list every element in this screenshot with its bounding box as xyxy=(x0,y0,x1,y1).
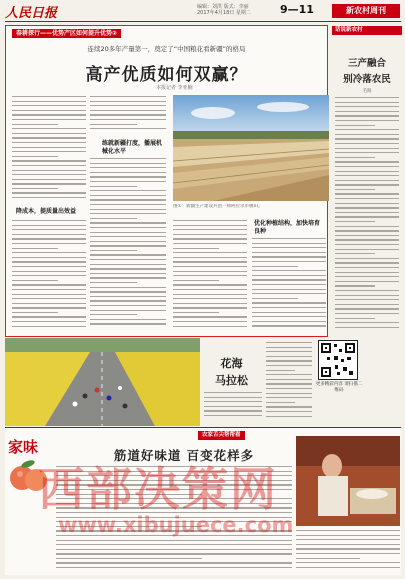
kitchen-photo-caption xyxy=(296,530,400,572)
text-line xyxy=(12,307,86,308)
text-line xyxy=(12,220,86,221)
text-line xyxy=(90,186,137,187)
text-line xyxy=(12,326,86,327)
text-line xyxy=(252,289,326,290)
header-meta-editors: 编辑：刘洪 版式：李丽 xyxy=(197,4,249,10)
text-line xyxy=(56,475,292,476)
photo-caption: 图①：新疆生产建设兵团一师阿拉尔市棉田。 xyxy=(173,204,263,209)
text-line xyxy=(252,321,326,322)
text-line xyxy=(335,327,399,328)
text-line xyxy=(12,124,58,125)
text-line xyxy=(266,347,312,348)
text-line xyxy=(90,305,166,306)
article-subhead-1: 练就新疆打度，播展机械化水平 xyxy=(102,140,163,155)
watermark-brand: 西部决策网 xyxy=(38,462,278,516)
text-line xyxy=(90,163,166,164)
text-line xyxy=(90,114,166,115)
text-line xyxy=(173,238,247,239)
text-line xyxy=(12,234,86,235)
text-line xyxy=(12,271,86,272)
text-line xyxy=(335,125,375,126)
text-line xyxy=(296,535,400,536)
text-line xyxy=(335,189,375,190)
text-line xyxy=(12,266,86,267)
text-line xyxy=(252,247,326,248)
text-line xyxy=(90,232,166,233)
text-line xyxy=(12,192,86,193)
text-line xyxy=(252,243,326,244)
opinion-title-line2: 别冷落农民 xyxy=(343,74,391,85)
text-line xyxy=(12,280,58,281)
body-text-col2-a xyxy=(90,96,166,136)
opinion-author: 毛路 xyxy=(362,89,372,94)
peach-illustration xyxy=(6,454,52,496)
text-line xyxy=(252,256,326,257)
text-line xyxy=(335,157,375,158)
text-line xyxy=(335,203,399,204)
text-line xyxy=(296,553,400,554)
text-line xyxy=(12,321,86,322)
article-subhead-2: 降成本，提质量出效益 xyxy=(16,208,77,215)
text-line xyxy=(12,147,86,148)
text-line xyxy=(173,257,247,258)
text-line xyxy=(12,142,86,143)
qr-caption: 更多精彩内容 请扫描二维码 xyxy=(315,382,363,393)
opinion-title-line1: 三产融合 xyxy=(347,58,386,69)
text-line xyxy=(252,293,326,294)
text-line xyxy=(335,129,399,130)
text-line xyxy=(204,397,262,398)
text-line xyxy=(90,268,166,269)
flower-marathon-photo xyxy=(5,338,200,426)
masthead-logo: 人民日报 xyxy=(5,6,58,21)
text-line xyxy=(56,526,202,527)
text-line xyxy=(56,471,292,472)
text-line xyxy=(90,119,166,120)
article-byline: 本报记者 李亚楠 xyxy=(156,85,193,91)
text-line xyxy=(56,480,292,481)
text-line xyxy=(90,254,166,255)
text-line xyxy=(266,370,295,371)
text-line xyxy=(12,165,86,166)
text-line xyxy=(173,307,247,308)
bottom-article-tag: 农家舌尖帮帮看 xyxy=(198,431,245,440)
text-line xyxy=(12,105,86,106)
text-line xyxy=(335,226,399,227)
text-line xyxy=(335,290,399,291)
text-line xyxy=(173,280,219,281)
text-line xyxy=(56,517,292,518)
text-line xyxy=(90,158,166,159)
text-line xyxy=(12,128,86,129)
text-line xyxy=(56,489,292,490)
text-line xyxy=(296,548,400,549)
text-line xyxy=(335,212,399,213)
page-number: 9—11 xyxy=(280,3,314,16)
text-line xyxy=(252,312,326,313)
text-line xyxy=(90,277,166,278)
text-line xyxy=(56,562,292,563)
text-line xyxy=(173,261,247,262)
text-line xyxy=(90,319,166,320)
text-line xyxy=(266,365,312,366)
text-line xyxy=(296,530,400,531)
text-line xyxy=(335,175,399,176)
kitchen-photo xyxy=(296,436,400,526)
text-line xyxy=(12,225,86,226)
text-line xyxy=(90,323,166,324)
text-line xyxy=(56,549,292,550)
text-line xyxy=(90,167,166,168)
text-line xyxy=(90,96,166,97)
feature-caption-text xyxy=(204,392,262,422)
text-line xyxy=(173,284,247,285)
text-line xyxy=(90,181,166,182)
text-line xyxy=(90,105,166,106)
text-line xyxy=(12,261,86,262)
text-line xyxy=(335,184,399,185)
text-line xyxy=(56,540,292,541)
page-header xyxy=(0,0,405,22)
text-line xyxy=(12,170,86,171)
text-line xyxy=(173,321,247,322)
text-line xyxy=(335,120,399,121)
text-line xyxy=(90,218,137,219)
text-line xyxy=(252,316,326,317)
text-line xyxy=(204,406,262,407)
text-line xyxy=(12,96,86,97)
text-line xyxy=(90,222,166,223)
text-line xyxy=(266,379,312,380)
opinion-body-text xyxy=(335,97,399,333)
text-line xyxy=(173,275,247,276)
text-line xyxy=(12,133,86,134)
text-line xyxy=(335,318,375,319)
text-line xyxy=(335,138,399,139)
text-line xyxy=(90,199,166,200)
text-line xyxy=(252,307,326,308)
text-line xyxy=(335,161,399,162)
text-line xyxy=(90,172,166,173)
text-line xyxy=(56,507,292,508)
text-line xyxy=(12,156,58,157)
text-line xyxy=(12,238,86,239)
text-line xyxy=(12,289,86,290)
text-line xyxy=(90,273,166,274)
text-line xyxy=(173,316,247,317)
text-line xyxy=(335,267,399,268)
text-line xyxy=(12,257,86,258)
text-line xyxy=(90,250,137,251)
text-line xyxy=(335,239,399,240)
text-line xyxy=(266,393,312,394)
text-line xyxy=(90,310,166,311)
text-line xyxy=(90,124,137,125)
article-headline: 高产优质如何双赢？ xyxy=(85,65,248,85)
text-line xyxy=(56,498,292,499)
jiawei-logo: 家味 xyxy=(8,438,39,456)
text-line xyxy=(90,190,166,191)
text-line xyxy=(335,272,399,273)
text-line xyxy=(204,401,262,402)
text-line xyxy=(335,262,399,263)
text-line xyxy=(266,397,312,398)
text-line xyxy=(335,97,399,98)
text-line xyxy=(173,294,247,295)
body-text-col1-b xyxy=(12,220,86,332)
text-line xyxy=(90,227,166,228)
text-line xyxy=(335,152,399,153)
text-line xyxy=(173,266,247,267)
text-line xyxy=(12,275,86,276)
text-line xyxy=(56,494,202,495)
article-series-banner: 春耕探行——优势产区如何提升优势② xyxy=(12,29,121,38)
text-line xyxy=(90,296,166,297)
text-line xyxy=(335,221,375,222)
text-line xyxy=(296,567,400,568)
text-line xyxy=(335,313,399,314)
text-line xyxy=(266,356,312,357)
text-line xyxy=(12,303,86,304)
section-tag: 新农村周刊 xyxy=(332,4,400,18)
feature-title-line2: 马拉松 xyxy=(215,374,248,387)
text-line xyxy=(173,220,247,221)
text-line xyxy=(12,284,86,285)
text-line xyxy=(252,238,326,239)
text-line xyxy=(296,544,400,545)
text-line xyxy=(173,252,247,253)
text-line xyxy=(173,303,247,304)
text-line xyxy=(266,360,312,361)
text-line xyxy=(335,148,399,149)
text-line xyxy=(335,295,399,296)
text-line xyxy=(12,312,58,313)
text-line xyxy=(90,287,166,288)
text-line xyxy=(12,197,86,198)
text-line xyxy=(90,291,166,292)
text-line xyxy=(266,342,312,343)
text-line xyxy=(204,415,262,416)
text-line xyxy=(56,512,292,513)
text-line xyxy=(252,261,326,262)
text-line xyxy=(12,298,86,299)
text-line xyxy=(335,198,399,199)
text-line xyxy=(56,466,292,467)
text-line xyxy=(335,308,399,309)
opinion-column xyxy=(332,25,402,335)
text-line xyxy=(335,322,399,323)
text-line xyxy=(12,101,86,102)
text-line xyxy=(56,558,202,559)
text-line xyxy=(266,351,312,352)
text-line xyxy=(266,402,295,403)
text-line xyxy=(12,110,86,111)
text-line xyxy=(12,316,86,317)
text-line xyxy=(204,392,262,393)
text-line xyxy=(266,416,312,417)
article-kicker: 连续20多年产量第一，奠定了“中国粮花看新疆”的格局 xyxy=(87,45,246,53)
text-line xyxy=(12,137,86,138)
text-line xyxy=(56,544,292,545)
text-line xyxy=(296,539,400,540)
text-line xyxy=(173,225,247,226)
text-line xyxy=(335,281,399,282)
qr-code[interactable] xyxy=(318,340,358,380)
text-line xyxy=(12,183,86,184)
text-line xyxy=(90,264,166,265)
text-line xyxy=(335,285,375,286)
text-line xyxy=(173,229,247,230)
text-line xyxy=(90,101,166,102)
cotton-field-photo xyxy=(173,95,329,201)
text-line xyxy=(335,276,399,277)
header-divider xyxy=(5,21,401,22)
text-line xyxy=(173,234,247,235)
text-line xyxy=(335,249,399,250)
text-line xyxy=(252,252,326,253)
body-text-col2-b xyxy=(90,158,166,332)
opinion-banner: 话说新农村 xyxy=(332,26,402,35)
text-line xyxy=(173,289,247,290)
text-line xyxy=(12,151,86,152)
text-line xyxy=(335,216,399,217)
text-line xyxy=(335,134,399,135)
text-line xyxy=(90,245,166,246)
text-line xyxy=(12,188,58,189)
text-line xyxy=(335,180,399,181)
text-line xyxy=(12,119,86,120)
text-line xyxy=(12,294,86,295)
body-text-col4 xyxy=(252,238,326,332)
text-line xyxy=(266,406,312,407)
text-line xyxy=(90,176,166,177)
text-line xyxy=(266,383,312,384)
photo-caption-block xyxy=(173,204,329,216)
text-line xyxy=(56,567,292,568)
text-line xyxy=(296,562,400,563)
text-line xyxy=(335,258,399,259)
text-line xyxy=(266,374,312,375)
text-line xyxy=(252,302,326,303)
text-line xyxy=(335,111,399,112)
text-line xyxy=(335,253,375,254)
text-line xyxy=(335,143,399,144)
text-line xyxy=(12,243,86,244)
feature-title-line1: 花海 xyxy=(220,357,243,370)
text-line xyxy=(173,243,247,244)
text-line xyxy=(90,314,137,315)
text-line xyxy=(173,298,247,299)
main-article xyxy=(5,25,328,337)
text-line xyxy=(252,275,326,276)
bottom-article-title: 筋道好味道 百变花样多 xyxy=(113,448,255,463)
text-line xyxy=(335,207,399,208)
text-line xyxy=(335,299,399,300)
text-line xyxy=(204,410,262,411)
text-line xyxy=(56,553,292,554)
text-line xyxy=(12,248,58,249)
text-line xyxy=(90,128,166,129)
text-line xyxy=(12,114,86,115)
feature-side-text xyxy=(266,342,312,422)
body-text-col3 xyxy=(173,220,247,332)
text-line xyxy=(252,270,326,271)
text-line xyxy=(335,235,399,236)
text-line xyxy=(12,252,86,253)
text-line xyxy=(296,558,360,559)
text-line xyxy=(56,503,292,504)
header-meta xyxy=(197,4,257,16)
text-line xyxy=(252,266,298,267)
text-line xyxy=(90,204,166,205)
text-line xyxy=(90,300,166,301)
text-line xyxy=(12,179,86,180)
text-line xyxy=(252,284,326,285)
header-meta-date: 2017年4月18日 星期二 xyxy=(197,10,251,16)
body-text-col1-a xyxy=(12,96,86,204)
text-line xyxy=(173,312,219,313)
text-line xyxy=(56,535,292,536)
text-line xyxy=(252,279,326,280)
text-line xyxy=(90,209,166,210)
text-line xyxy=(56,521,292,522)
text-line xyxy=(173,326,247,327)
text-line xyxy=(335,115,399,116)
text-line xyxy=(252,298,298,299)
text-line xyxy=(12,174,86,175)
text-line xyxy=(173,248,219,249)
text-line xyxy=(335,171,399,172)
text-line xyxy=(335,230,399,231)
text-line xyxy=(12,160,86,161)
text-line xyxy=(90,195,166,196)
text-line xyxy=(335,193,399,194)
text-line xyxy=(335,106,399,107)
text-line xyxy=(335,166,399,167)
text-line xyxy=(90,110,166,111)
text-line xyxy=(266,411,312,412)
text-line xyxy=(335,102,399,103)
text-line xyxy=(90,236,166,237)
text-line xyxy=(266,388,312,389)
watermark-url: www.xibujuece.com xyxy=(58,513,294,537)
text-line xyxy=(90,213,166,214)
text-line xyxy=(252,325,326,326)
text-line xyxy=(90,259,166,260)
text-line xyxy=(90,241,166,242)
text-line xyxy=(12,229,86,230)
text-line xyxy=(335,304,399,305)
bottom-body-text xyxy=(56,466,292,572)
text-line xyxy=(173,271,247,272)
text-line xyxy=(56,530,292,531)
text-line xyxy=(56,484,292,485)
article-subhead-3: 优化种植结构，加快培育良种 xyxy=(254,220,321,235)
text-line xyxy=(335,244,399,245)
text-line xyxy=(90,282,137,283)
